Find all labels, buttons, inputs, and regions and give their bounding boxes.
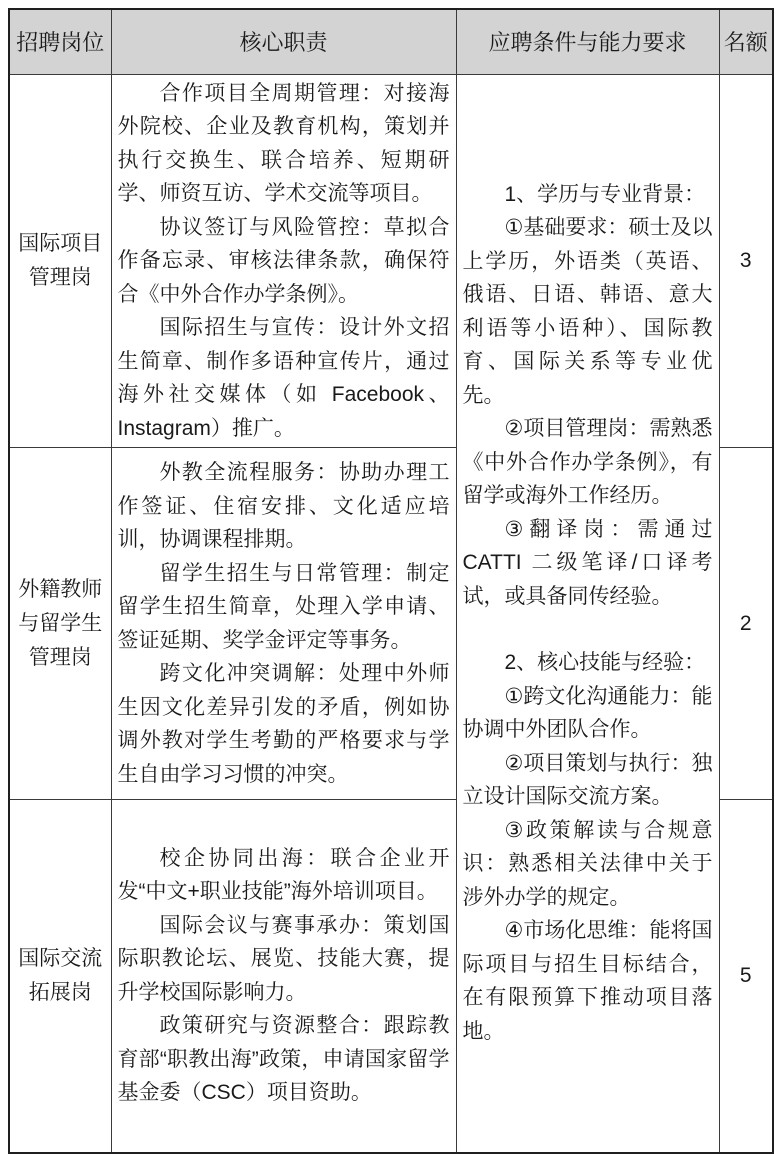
requirement-item: ③翻译岗：需通过CATTI 二级笔译/口译考试，或具备同传经验。 <box>462 517 713 608</box>
position-cell: 国际交流拓展岗 <box>9 800 111 1153</box>
header-duties: 核心职责 <box>111 9 456 74</box>
requirement-item: ④市场化思维：能将国际项目与招生目标结合，在有限预算下推动项目落地。 <box>462 919 713 1043</box>
duty-paragraph: 政策研究与资源整合：跟踪教育部“职教出海”政策，申请国家留学基金委（CSC）项目资助。 <box>117 1014 450 1105</box>
table-header-row <box>9 9 773 74</box>
table-row <box>9 74 773 448</box>
requirement-item: ③政策解读与合规意识：熟悉相关法律中关于涉外办学的规定。 <box>462 818 713 909</box>
requirement-item: ①跨文化沟通能力：能协调中外团队合作。 <box>462 684 713 742</box>
duties-cell <box>111 448 456 800</box>
recruitment-table <box>8 8 774 1154</box>
position-cell: 国际项目管理岗 <box>9 74 111 448</box>
duty-paragraph: 国际招生与宣传：设计外文招生简章、制作多语种宣传片，通过海外社交媒体（如 Facebook、Instagram）推广。 <box>117 316 450 440</box>
duty-paragraph: 跨文化冲突调解：处理中外师生因文化差异引发的矛盾，例如协调外教对学生考勤的严格要求与学生自由学习习惯的冲突。 <box>117 662 450 786</box>
quota-cell: 3 <box>719 74 773 448</box>
requirements-cell <box>456 74 719 1153</box>
requirement-item: ①基础要求：硕士及以上学历，外语类（英语、俄语、日语、韩语、意大利语等小语种）、国际教育、国际关系等专业优先。 <box>462 216 713 407</box>
header-position: 招聘岗位 <box>9 9 111 74</box>
duty-paragraph: 留学生招生与日常管理：制定留学生招生简章，处理入学申请、签证延期、奖学金评定等事务。 <box>117 561 450 652</box>
duties-cell <box>111 74 456 448</box>
duty-paragraph: 协议签订与风险管控：草拟合作备忘录、审核法律条款，确保符合《中外合作办学条例》。 <box>117 215 450 306</box>
quota-cell: 2 <box>719 448 773 800</box>
header-requirements: 应聘条件与能力要求 <box>456 9 719 74</box>
requirement-item: ②项目策划与执行：独立设计国际交流方案。 <box>462 751 713 809</box>
requirements-section-title: 2、核心技能与经验： <box>504 651 706 675</box>
duty-paragraph: 国际会议与赛事承办：策划国际职教论坛、展览、技能大赛，提升学校国际影响力。 <box>117 913 450 1004</box>
header-quota: 名额 <box>719 9 773 74</box>
requirements-section-title: 1、学历与专业背景： <box>504 182 706 206</box>
requirement-item: ②项目管理岗：需熟悉《中外合作办学条例》，有留学或海外工作经历。 <box>462 417 713 508</box>
position-cell: 外籍教师与留学生管理岗 <box>9 448 111 800</box>
duties-cell <box>111 800 456 1153</box>
duty-paragraph: 外教全流程服务：协助办理工作签证、住宿安排、文化适应培训，协调课程排期。 <box>117 461 450 551</box>
quota-cell: 5 <box>719 800 773 1153</box>
duty-paragraph: 合作项目全周期管理：对接海外院校、企业及教育机构，策划并执行交换生、联合培养、短期研学、师资互访、学术交流等项目。 <box>117 81 450 205</box>
duty-paragraph: 校企协同出海：联合企业开发“中文+职业技能”海外培训项目。 <box>117 846 450 904</box>
